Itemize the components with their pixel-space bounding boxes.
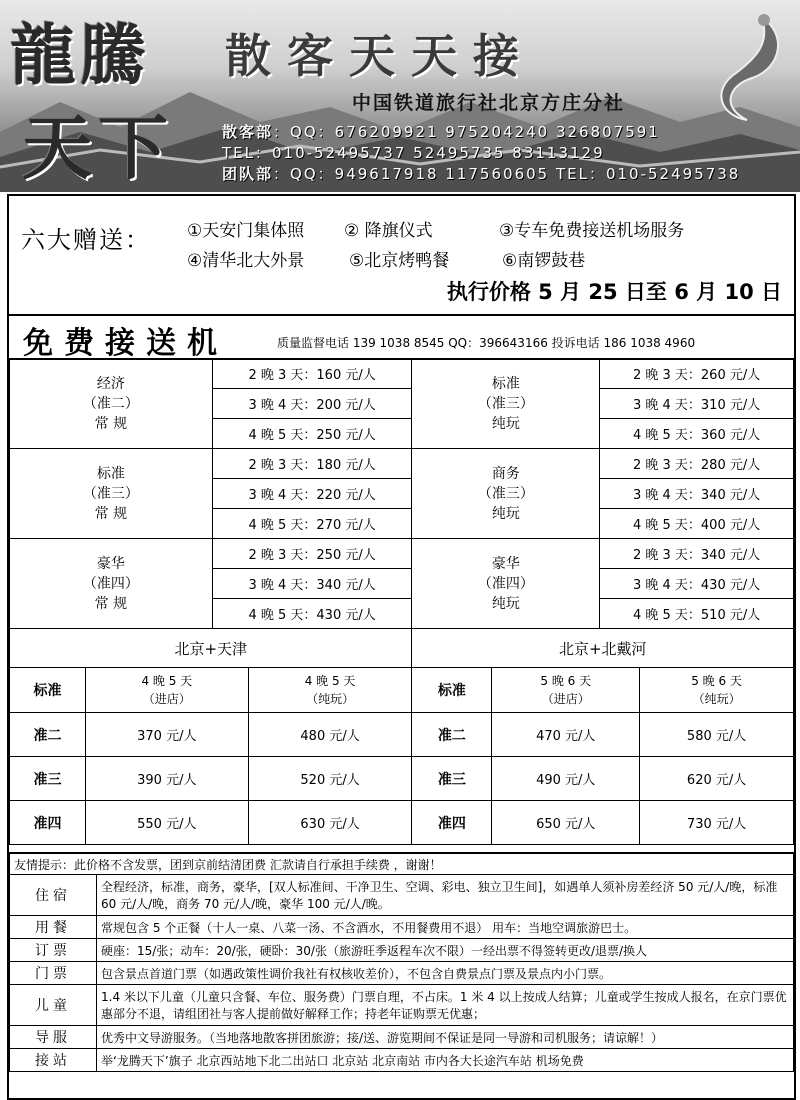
package-price: 2 晚 3 天：260 元/人 [600, 359, 794, 389]
agency-name: 中国铁道旅行社北京方庄分社 [352, 92, 626, 114]
note-label: 接站 [10, 1049, 97, 1072]
package-price: 3 晚 4 天：430 元/人 [600, 569, 794, 599]
route-col-header: 5 晚 6 天 （进店） [492, 668, 640, 713]
route-price: 730 元/人 [640, 801, 794, 845]
package-price: 4 晚 5 天：400 元/人 [600, 509, 794, 539]
route-price: 490 元/人 [492, 757, 640, 801]
package-price: 2 晚 3 天：180 元/人 [212, 449, 412, 479]
route-grade: 准二 [412, 713, 492, 757]
table-row [10, 1026, 794, 1049]
route-price: 480 元/人 [248, 713, 412, 757]
route-price-table [9, 628, 794, 845]
slogan: 散客天天接 [225, 29, 535, 83]
route-col-header: 4 晚 5 天 （纯玩） [248, 668, 412, 713]
table-row [10, 1049, 794, 1072]
package-price: 3 晚 4 天：340 元/人 [600, 479, 794, 509]
note-label: 导服 [10, 1026, 97, 1049]
main-content [7, 194, 796, 1100]
logo-bottom: 天下 [22, 106, 174, 189]
package-price: 3 晚 4 天：200 元/人 [212, 389, 412, 419]
route-col-label: 标准 [412, 668, 492, 713]
package-price: 4 晚 5 天：250 元/人 [212, 419, 412, 449]
route-price: 390 元/人 [85, 757, 248, 801]
package-price: 3 晚 4 天：340 元/人 [212, 569, 412, 599]
package-grade-right: 豪华 （准四） 纯玩 [412, 539, 600, 629]
route-grade: 准四 [412, 801, 492, 845]
note-text: 硬座：15/张；动车：20/张，硬卧：30/张（旅游旺季返程车次不限）一经出票不得签转更改/退票/换人 [97, 939, 794, 962]
route-price: 620 元/人 [640, 757, 794, 801]
table-row [10, 359, 794, 389]
gift-item: ④清华北大外景 [187, 251, 305, 271]
gifts-title: 六大赠送： [21, 226, 151, 254]
table-row [10, 713, 794, 757]
route-grade: 准二 [10, 713, 86, 757]
package-grade-left: 豪华 （准四） 常 规 [10, 539, 213, 629]
table-row [10, 962, 794, 985]
gift-item: ①天安门集体照 [187, 221, 305, 241]
retail-contact-qq: 散客部：QQ：676209921 975204240 326807591 [222, 123, 660, 141]
package-price-table [9, 358, 794, 629]
supervision-contacts: 质量监督电话 139 1038 8545 QQ：396643166 投诉电话 186 1038 4960 [277, 336, 696, 350]
package-price: 4 晚 5 天：270 元/人 [212, 509, 412, 539]
free-pickup-section [9, 314, 794, 360]
table-row [10, 757, 794, 801]
package-grade-left: 标准 （准三） 常 规 [10, 449, 213, 539]
route-title-beidaihe: 北京+北戴河 [412, 629, 794, 668]
package-price: 3 晚 4 天：310 元/人 [600, 389, 794, 419]
package-grade-right: 标准 （准三） 纯玩 [412, 359, 600, 449]
dragon-swirl-icon [692, 8, 792, 128]
free-pickup-title: 免费接送机 [23, 326, 228, 361]
table-row [10, 449, 794, 479]
package-price: 2 晚 3 天：280 元/人 [600, 449, 794, 479]
note-label: 订票 [10, 939, 97, 962]
package-price: 2 晚 3 天：340 元/人 [600, 539, 794, 569]
gift-item: ⑥南锣鼓巷 [502, 251, 586, 271]
gift-item: ③专车免费接送机场服务 [499, 221, 685, 241]
logo-top: 龍騰 [10, 16, 150, 94]
route-col-label: 标准 [10, 668, 86, 713]
gift-item: ② 降旗仪式 [344, 221, 433, 241]
route-price: 650 元/人 [492, 801, 640, 845]
route-col-header: 5 晚 6 天 （纯玩） [640, 668, 794, 713]
note-text: 1.4 米以下儿童（儿童只含餐、车位、服务费）门票自理，不占床。1 米 4 以上按成人结算；儿童或学生按成人报名，在京门票优惠部分不退，请组团社与客人提前做好解释工作；持老年证购票无优惠； [97, 985, 794, 1026]
note-text: 举‘龙腾天下’旗子 北京西站地下北二出站口 北京站 北京南站 市内各大长途汽车站 机场免费 [97, 1049, 794, 1072]
table-row [10, 875, 794, 916]
route-price: 470 元/人 [492, 713, 640, 757]
route-price: 550 元/人 [85, 801, 248, 845]
table-row [10, 916, 794, 939]
note-text: 优秀中文导游服务。（当地落地散客拼团旅游；接/送、游览期间不保证是同一导游和司机服务；请谅解！） [97, 1026, 794, 1049]
route-grade: 准三 [10, 757, 86, 801]
note-label: 住宿 [10, 875, 97, 916]
gift-item: ⑤北京烤鸭餐 [349, 251, 450, 271]
friendly-tip: 友情提示：此价格不含发票，团到京前结清团费 汇款请自行承担手续费 ，谢谢！ [10, 853, 794, 875]
route-price: 370 元/人 [85, 713, 248, 757]
package-grade-right: 商务 （准三） 纯玩 [412, 449, 600, 539]
route-price: 520 元/人 [248, 757, 412, 801]
team-contact: 团队部：QQ：949617918 117560605 TEL：010-52495738 [222, 165, 741, 183]
route-col-header: 4 晚 5 天 （进店） [85, 668, 248, 713]
retail-contact-tel: TEL：010-52495737 52495735 83113129 [222, 144, 605, 162]
table-row [10, 939, 794, 962]
route-grade: 准四 [10, 801, 86, 845]
gifts-section [9, 196, 794, 316]
package-price: 3 晚 4 天：220 元/人 [212, 479, 412, 509]
notes-table [9, 852, 794, 1072]
package-price: 4 晚 5 天：510 元/人 [600, 599, 794, 629]
table-row [10, 539, 794, 569]
route-price: 580 元/人 [640, 713, 794, 757]
note-text: 全程经济，标准，商务，豪华，[双人标准间、干净卫生、空调、彩电、独立卫生间]，如遇单人须补房差经济 50 元/人/晚，标准 60 元/人/晚，商务 70 元/人/晚，豪华 100 元/人/晚。 [97, 875, 794, 916]
package-price: 2 晚 3 天：160 元/人 [212, 359, 412, 389]
note-label: 用餐 [10, 916, 97, 939]
route-grade: 准三 [412, 757, 492, 801]
package-price: 2 晚 3 天：250 元/人 [212, 539, 412, 569]
route-price: 630 元/人 [248, 801, 412, 845]
price-period: 执行价格 5 月 25 日至 6 月 10 日 [446, 280, 782, 304]
note-text: 包含景点首道门票（如遇政策性调价我社有权核收差价），不包含自费景点门票及景点内小门票。 [97, 962, 794, 985]
note-label: 门票 [10, 962, 97, 985]
header-banner [0, 0, 800, 192]
note-text: 常规包含 5 个正餐（十人一桌、八菜一汤、不含酒水，不用餐费用不退） 用车：当地空调旅游巴士。 [97, 916, 794, 939]
package-price: 4 晚 5 天：360 元/人 [600, 419, 794, 449]
note-label: 儿童 [10, 985, 97, 1026]
route-title-tianjin: 北京+天津 [10, 629, 412, 668]
table-row [10, 985, 794, 1026]
package-price: 4 晚 5 天：430 元/人 [212, 599, 412, 629]
table-row [10, 801, 794, 845]
package-grade-left: 经济 （准二） 常 规 [10, 359, 213, 449]
